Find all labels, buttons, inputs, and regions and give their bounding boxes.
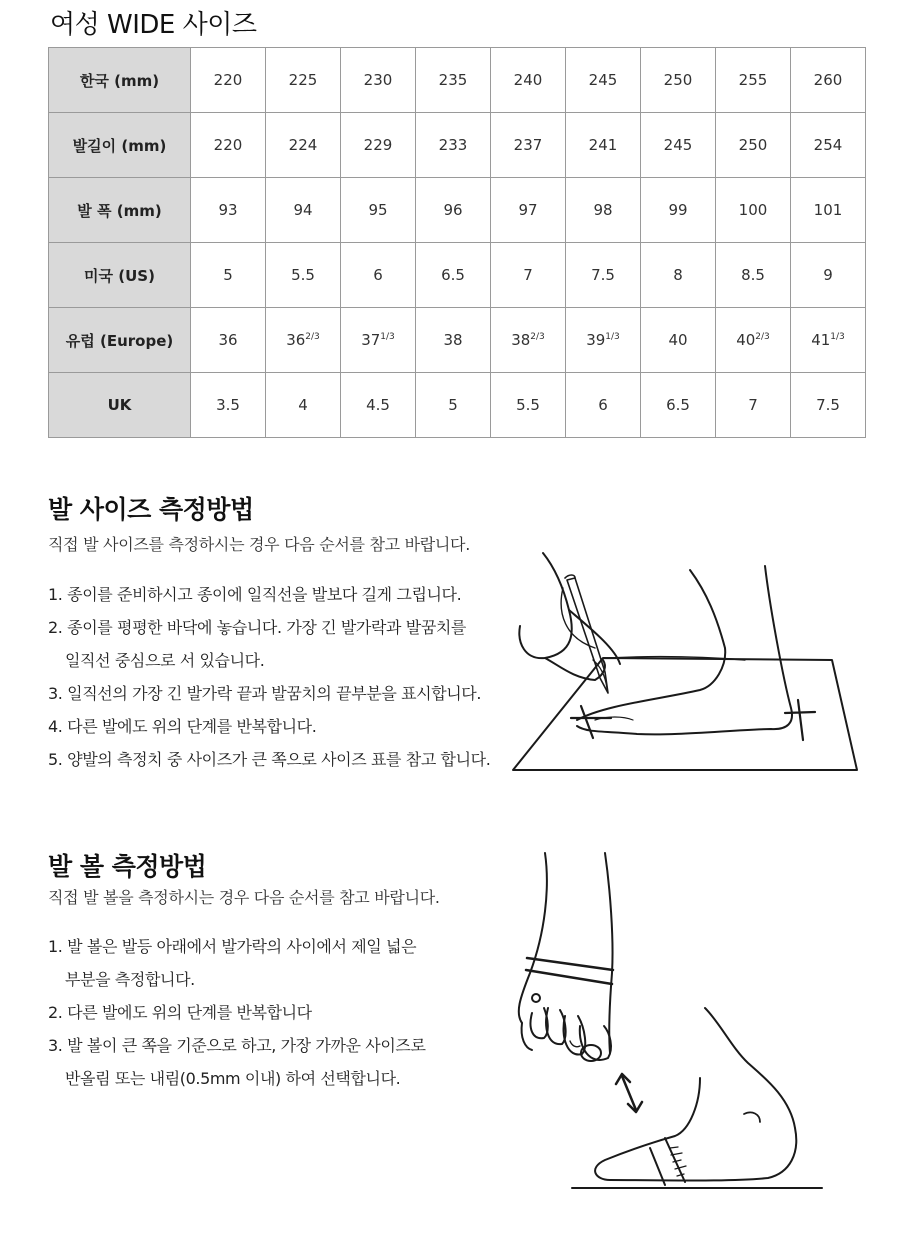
row-header: 한국 (mm) (49, 48, 191, 113)
step-text: 종이를 평평한 바닥에 놓습니다. 가장 긴 발가락과 발꿈치를 (67, 618, 466, 637)
step-text-continued: 반올림 또는 내림(0.5mm 이내) 하여 선택합니다. (65, 1069, 401, 1088)
size-cell: 250 (716, 113, 791, 178)
foot-width-step-1 (48, 930, 426, 996)
size-chart-table (48, 47, 866, 438)
size-row (49, 178, 866, 243)
foot-width-step-2 (48, 996, 426, 1029)
size-cell: 96 (416, 178, 491, 243)
size-cell: 255 (716, 48, 791, 113)
step-number: 3. (48, 684, 63, 703)
foot-width-steps (48, 930, 426, 1095)
size-cell: 6 (566, 373, 641, 438)
size-cell-value: 39 (586, 331, 606, 349)
foot-width-subtitle: 직접 발 볼을 측정하시는 경우 다음 순서를 참고 바랍니다. (48, 888, 440, 907)
step-number: 2. (48, 618, 63, 637)
step-text: 다른 발에도 위의 단계를 반복합니다 (67, 1003, 312, 1022)
row-header: 발 폭 (mm) (49, 178, 191, 243)
step-text: 발 볼은 발등 아래에서 발가락의 사이에서 제일 넓은 (67, 937, 417, 956)
foot-size-step-2 (48, 611, 490, 677)
size-cell-fraction: 1/3 (605, 332, 620, 342)
size-cell: 240 (491, 48, 566, 113)
size-cell-fraction: 2/3 (305, 332, 320, 342)
step-number: 2. (48, 1003, 63, 1022)
size-cell: 260 (791, 48, 866, 113)
size-cell (341, 308, 416, 373)
size-cell: 233 (416, 113, 491, 178)
size-cell: 3.5 (191, 373, 266, 438)
row-header: 유럽 (Europe) (49, 308, 191, 373)
size-cell (641, 308, 716, 373)
size-cell-value: 40 (668, 331, 688, 349)
size-cell-value: 36 (218, 331, 238, 349)
size-cell: 220 (191, 48, 266, 113)
foot-length-illustration (495, 548, 865, 778)
step-text-continued: 부분을 측정합니다. (65, 970, 195, 989)
step-number: 3. (48, 1036, 63, 1055)
step-text-continued: 일직선 중심으로 서 있습니다. (65, 651, 265, 670)
step-text: 양발의 측정치 중 사이즈가 큰 쪽으로 사이즈 표를 참고 합니다. (67, 750, 491, 769)
size-cell (791, 308, 866, 373)
size-cell: 6.5 (641, 373, 716, 438)
size-cell: 237 (491, 113, 566, 178)
size-cell: 245 (641, 113, 716, 178)
size-cell: 224 (266, 113, 341, 178)
size-cell: 7.5 (791, 373, 866, 438)
size-cell-fraction: 2/3 (755, 332, 770, 342)
size-cell-value: 41 (811, 331, 831, 349)
size-cell: 235 (416, 48, 491, 113)
size-cell: 100 (716, 178, 791, 243)
step-number: 1. (48, 585, 63, 604)
size-cell: 4.5 (341, 373, 416, 438)
size-cell: 5 (416, 373, 491, 438)
size-cell (191, 308, 266, 373)
size-chart-title: 여성 WIDE 사이즈 (50, 10, 257, 40)
size-cell: 230 (341, 48, 416, 113)
step-text: 종이를 준비하시고 종이에 일직선을 발보다 길게 그립니다. (67, 585, 462, 604)
size-cell: 8.5 (716, 243, 791, 308)
size-cell: 7.5 (566, 243, 641, 308)
size-cell-fraction: 2/3 (530, 332, 545, 342)
foot-size-step-1 (48, 578, 490, 611)
foot-width-illustration (510, 848, 840, 1193)
foot-size-step-5 (48, 743, 490, 776)
size-cell-fraction: 1/3 (380, 332, 395, 342)
size-cell: 5.5 (266, 243, 341, 308)
size-cell: 101 (791, 178, 866, 243)
size-cell: 97 (491, 178, 566, 243)
size-row (49, 113, 866, 178)
size-cell-value: 40 (736, 331, 756, 349)
step-number: 5. (48, 750, 63, 769)
size-row (49, 243, 866, 308)
foot-width-title: 발 볼 측정방법 (48, 852, 207, 881)
size-cell-value: 38 (443, 331, 463, 349)
size-cell: 6.5 (416, 243, 491, 308)
size-cell: 9 (791, 243, 866, 308)
size-cell: 250 (641, 48, 716, 113)
foot-size-steps (48, 578, 490, 776)
size-cell: 5.5 (491, 373, 566, 438)
size-cell (716, 308, 791, 373)
step-number: 4. (48, 717, 63, 736)
size-cell: 95 (341, 178, 416, 243)
size-row (49, 373, 866, 438)
foot-width-step-3 (48, 1029, 426, 1095)
step-text: 다른 발에도 위의 단계를 반복합니다. (67, 717, 317, 736)
size-cell: 241 (566, 113, 641, 178)
size-cell: 94 (266, 178, 341, 243)
size-cell: 7 (491, 243, 566, 308)
size-cell: 254 (791, 113, 866, 178)
size-cell: 229 (341, 113, 416, 178)
size-cell-value: 36 (286, 331, 306, 349)
foot-size-step-3 (48, 677, 490, 710)
row-header: 미국 (US) (49, 243, 191, 308)
size-cell-fraction: 1/3 (830, 332, 845, 342)
size-cell (416, 308, 491, 373)
step-text: 발 볼이 큰 쪽을 기준으로 하고, 가장 가까운 사이즈로 (67, 1036, 426, 1055)
size-cell: 8 (641, 243, 716, 308)
size-cell: 4 (266, 373, 341, 438)
size-row (49, 308, 866, 373)
size-cell (266, 308, 341, 373)
size-cell: 5 (191, 243, 266, 308)
size-cell: 6 (341, 243, 416, 308)
size-cell-value: 38 (511, 331, 531, 349)
step-text: 일직선의 가장 긴 발가락 끝과 발꿈치의 끝부분을 표시합니다. (67, 684, 482, 703)
foot-size-title: 발 사이즈 측정방법 (48, 495, 254, 524)
size-cell-value: 37 (361, 331, 381, 349)
size-cell: 220 (191, 113, 266, 178)
size-row (49, 48, 866, 113)
size-cell (566, 308, 641, 373)
size-cell: 99 (641, 178, 716, 243)
foot-size-subtitle: 직접 발 사이즈를 측정하시는 경우 다음 순서를 참고 바랍니다. (48, 535, 470, 554)
size-cell: 245 (566, 48, 641, 113)
row-header: UK (49, 373, 191, 438)
foot-size-step-4 (48, 710, 490, 743)
row-header: 발길이 (mm) (49, 113, 191, 178)
size-cell: 98 (566, 178, 641, 243)
size-cell: 225 (266, 48, 341, 113)
size-cell: 93 (191, 178, 266, 243)
size-cell (491, 308, 566, 373)
step-number: 1. (48, 937, 63, 956)
size-cell: 7 (716, 373, 791, 438)
